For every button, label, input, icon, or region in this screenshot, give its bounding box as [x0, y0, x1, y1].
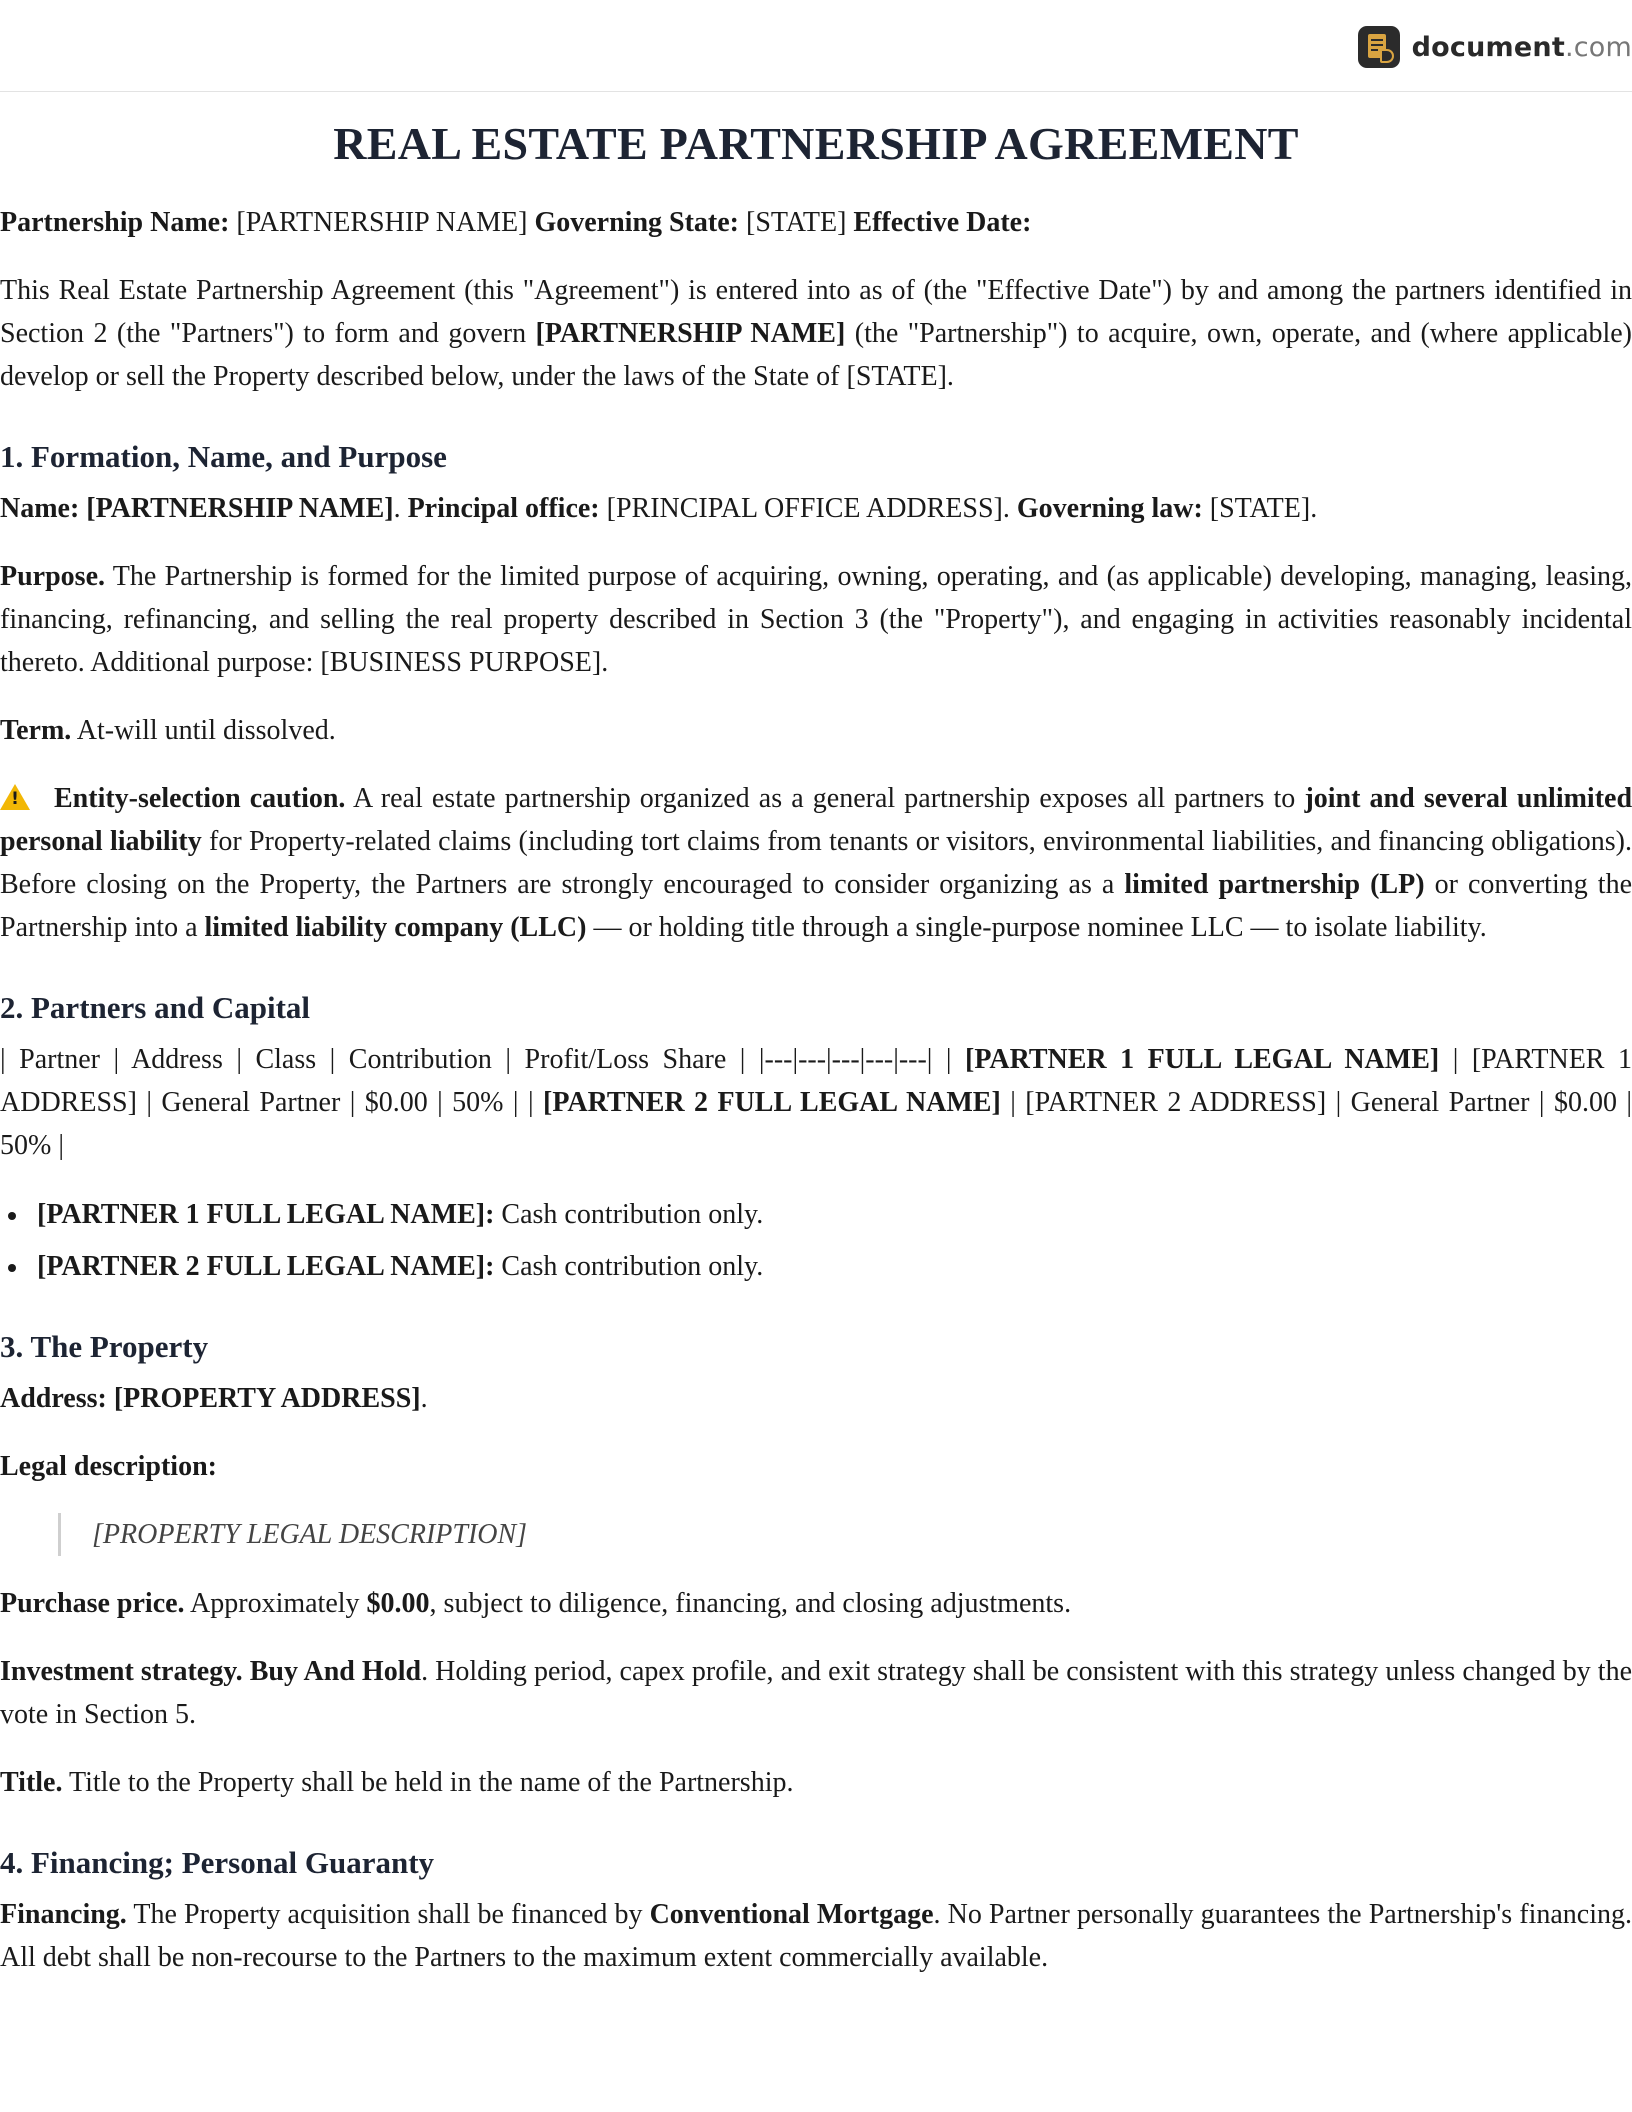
title-paragraph: Title. Title to the Property shall be held in the name of the Partnership. [0, 1767, 794, 1798]
partners-table-text: | Partner | Address | Class | Contribution | Profit/Loss Share | |---|---|---|---|---| | [PARTNER 1 FULL LEGAL NAME] | [PARTNER 1 ADDRESS] | General Partner | $0.00 | 50% | | [PARTNER 2 FULL LEGAL NAME] | [PARTNER 2 ADDRESS] | General Partner | $0.00 | 50% | [0, 1044, 1632, 1161]
meta-line: Partnership Name: [PARTNERSHIP NAME] Governing State: [STATE] Effective Date: [0, 207, 1032, 238]
warning-icon: ! [0, 784, 30, 810]
legal-description-label: Legal description: [0, 1451, 217, 1482]
intro-paragraph: This Real Estate Partnership Agreement (this "Agreement") is entered into as of (the "Effective Date") by and among the partners identified in Section 2 (the "Partners") to form and govern [PARTNERSHIP NAME] (the "Partnership") to acquire, own, operate, and (where applicable) develop or sell the Property described below, under the laws of the State of [STATE]. [0, 275, 1632, 392]
list-item: [PARTNER 1 FULL LEGAL NAME]: Cash contribution only. [0, 1193, 1632, 1236]
brand-name: document.com [1411, 31, 1632, 63]
address-paragraph: Address: [PROPERTY ADDRESS]. [0, 1383, 428, 1414]
financing-paragraph: Financing. The Property acquisition shall be financed by Conventional Mortgage. No Partner personally guarantees the Partnership's financing. All debt shall be non-recourse to the Partners to the maximum extent commercially available. [0, 1899, 1632, 1973]
section-4-heading: 4. Financing; Personal Guaranty [0, 1845, 435, 1880]
section-3-heading: 3. The Property [0, 1329, 209, 1364]
document-title: REAL ESTATE PARTNERSHIP AGREEMENT [333, 118, 1299, 169]
purchase-price-paragraph: Purchase price. Approximately $0.00, subject to diligence, financing, and closing adjustments. [0, 1588, 1072, 1619]
caution-paragraph: ! Entity-selection caution. A real estate partnership organized as a general partnership exposes all partners to joint and several unlimited personal liability for Property-related claims (including tort claims from tenants or visitors, environmental liabilities, and financing obligations). Before closing on the Property, the Partners are strongly encouraged to consider organizing as a limited partnership (LP) or converting the Partnership into a limited liability company (LLC) — or holding title through a single-purpose nominee LLC — to isolate liability. [0, 783, 1632, 943]
document-logo-icon [1358, 26, 1400, 68]
document-body [0, 92, 1632, 1979]
legal-description-quote: [PROPERTY LEGAL DESCRIPTION] [58, 1513, 1632, 1556]
term-paragraph: Term. At-will until dissolved. [0, 715, 336, 746]
contribution-list [0, 1193, 1632, 1288]
list-item: [PARTNER 2 FULL LEGAL NAME]: Cash contribution only. [0, 1245, 1632, 1288]
name-paragraph: Name: [PARTNERSHIP NAME]. Principal office: [PRINCIPAL OFFICE ADDRESS]. Governing law: [STATE]. [0, 493, 1318, 524]
brand-logo[interactable] [1358, 26, 1632, 68]
strategy-paragraph: Investment strategy. Buy And Hold. Holding period, capex profile, and exit strategy shall be consistent with this strategy unless changed by the vote in Section 5. [0, 1656, 1632, 1730]
section-1-heading: 1. Formation, Name, and Purpose [0, 439, 447, 474]
top-bar [0, 0, 1632, 92]
section-2-heading: 2. Partners and Capital [0, 990, 310, 1025]
purpose-paragraph: Purpose. The Partnership is formed for the limited purpose of acquiring, owning, operating, and (as applicable) developing, managing, leasing, financing, refinancing, and selling the real property described in Section 3 (the "Property"), and engaging in activities reasonably incidental thereto. Additional purpose: [BUSINESS PURPOSE]. [0, 561, 1632, 678]
